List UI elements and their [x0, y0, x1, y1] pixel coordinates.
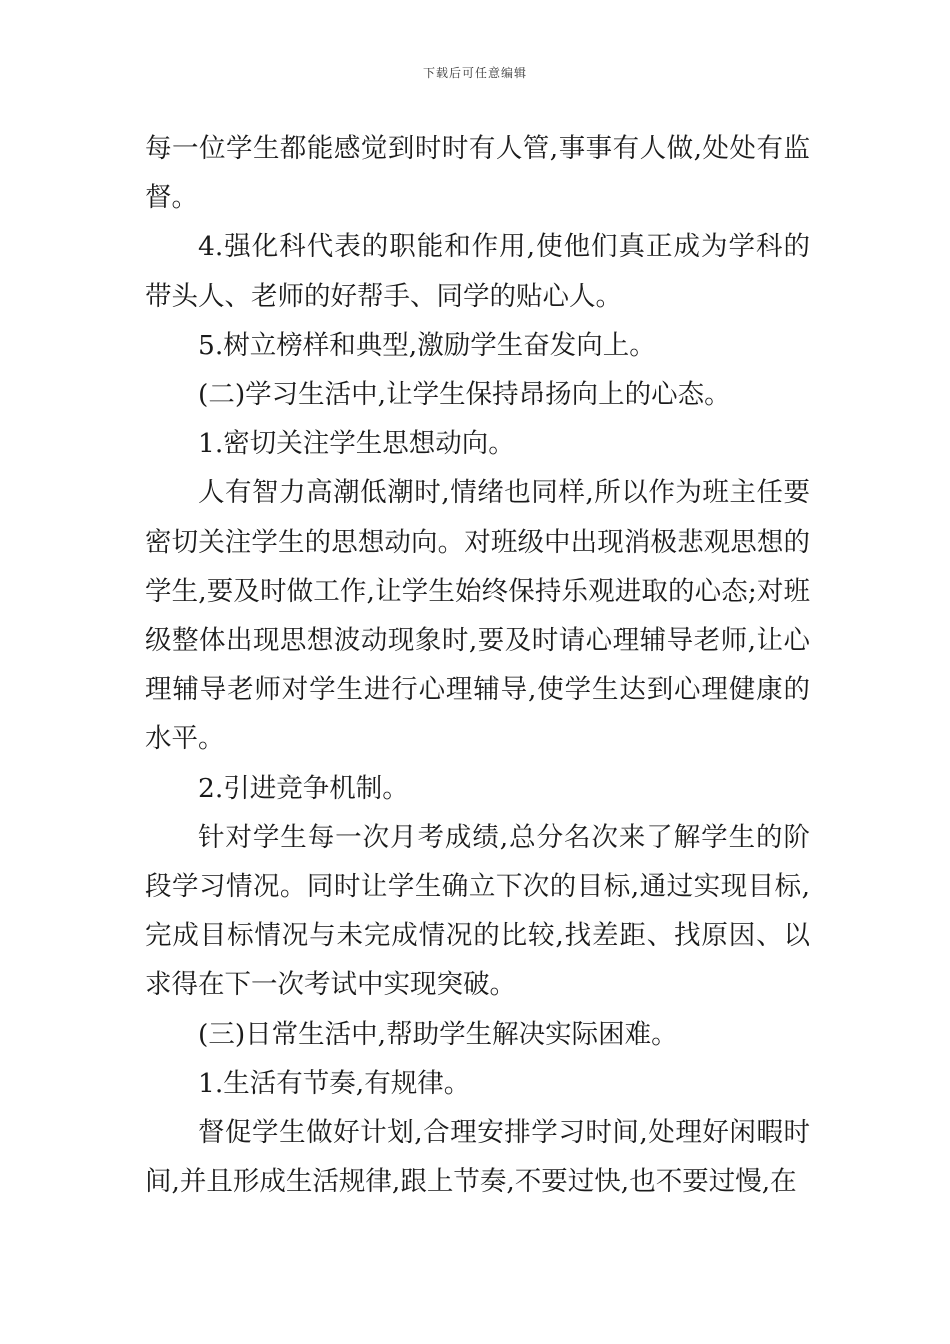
page-header: 下载后可任意编辑	[422, 66, 527, 80]
section-heading-3: (三)日常生活中,帮助学生解决实际困难。	[198, 1018, 678, 1050]
paragraph-1: 每一位学生都能感觉到时时有人管,事事有人做,处处有监督。	[145, 133, 810, 214]
subheading-1: 1.密切关注学生思想动向。	[198, 428, 515, 460]
paragraph-2: 4.强化科代表的职能和作用,使他们真正成为学科的带头人、老师的好帮手、同学的贴心人。	[145, 231, 810, 312]
subheading-2: 2.引进竞争机制。	[198, 772, 409, 804]
subheading-3: 1.生活有节奏,有规律。	[198, 1067, 471, 1099]
paragraph-3: 5.树立榜样和典型,激励学生奋发向上。	[198, 329, 656, 361]
section-heading-2: (二)学习生活中,让学生保持昂扬向上的心态。	[198, 379, 731, 411]
paragraph-6: 督促学生做好计划,合理安排学习时间,处理好闲暇时间,并且形成生活规律,跟上节奏,不要过快,也不要过慢,在	[145, 1117, 810, 1198]
document-body	[145, 124, 810, 1206]
paragraph-5: 针对学生每一次月考成绩,总分名次来了解学生的阶段学习情况。同时让学生确立下次的目标,通过实现目标,完成目标情况与未完成情况的比较,找差距、找原因、以求得在下一次考试中实现突破。	[145, 821, 810, 1001]
paragraph-4: 人有智力高潮低潮时,情绪也同样,所以作为班主任要密切关注学生的思想动向。对班级中出现消极悲观思想的学生,要及时做工作,让学生始终保持乐观进取的心态;对班级整体出现思想波动现象时,要及时请心理辅导老师,让心理辅导老师对学生进行心理辅导,使学生达到心理健康的水平。	[145, 477, 810, 755]
